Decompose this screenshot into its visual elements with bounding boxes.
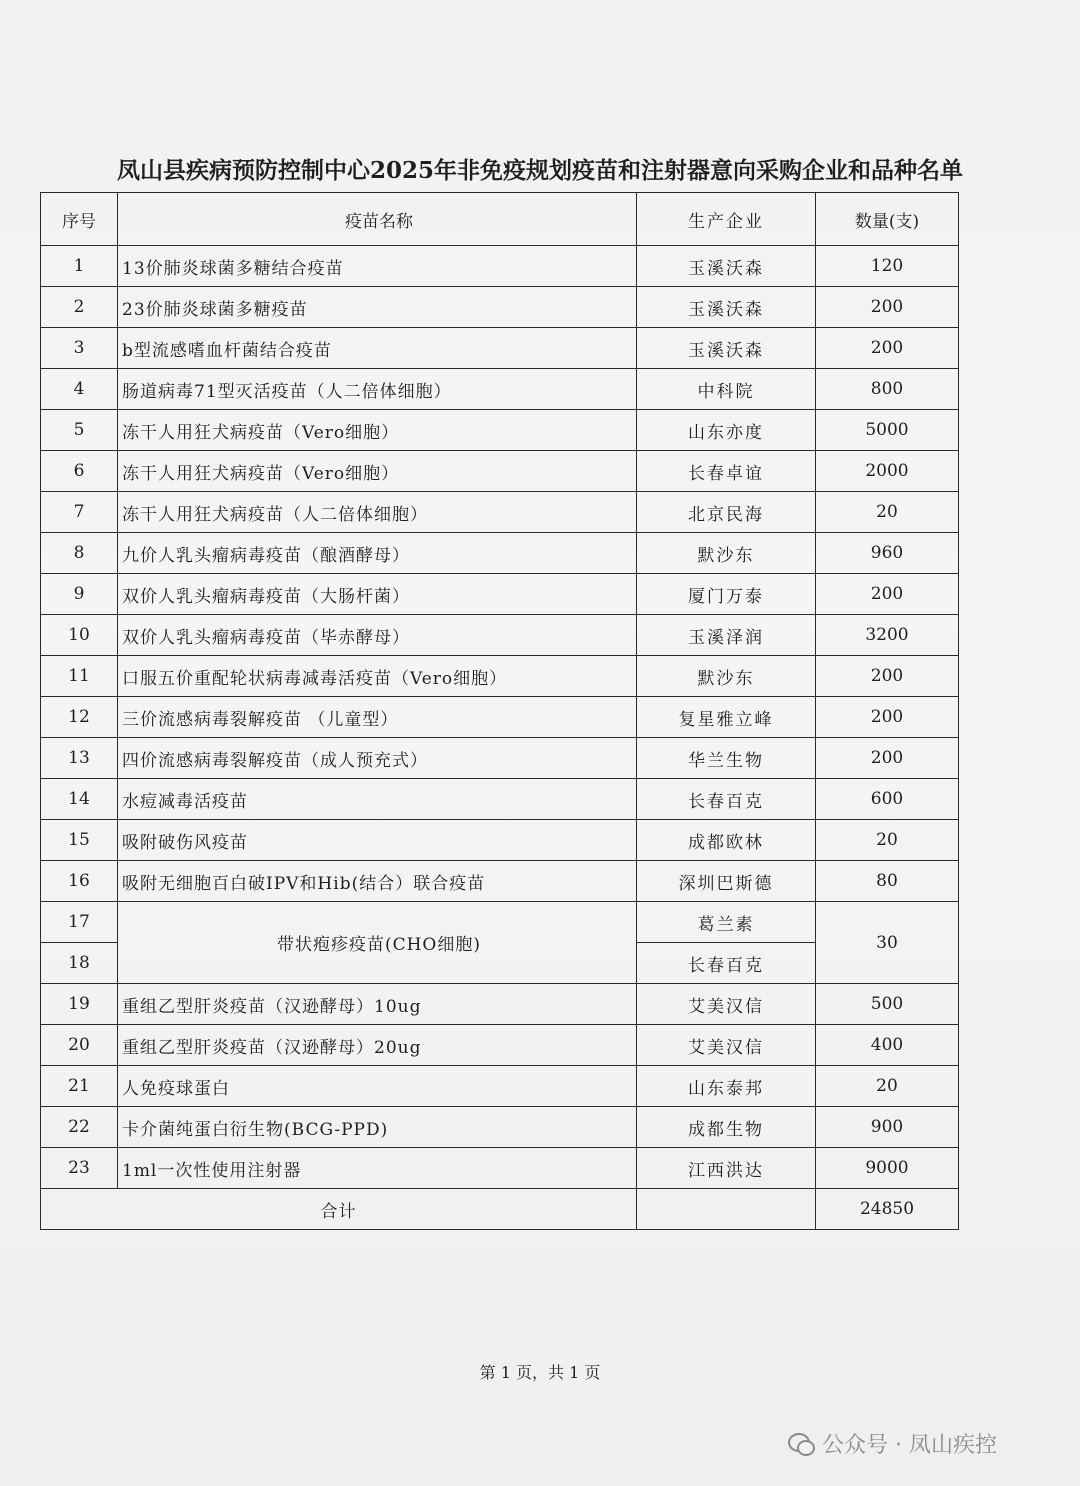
row-no: 22 [41,1107,118,1148]
header-qty: 数量(支) [816,193,959,246]
row-name: 双价人乳头瘤病毒疫苗（毕赤酵母） [118,615,637,656]
row-mfr: 长春百克 [637,779,816,820]
row-name: 23价肺炎球菌多糖疫苗 [118,287,637,328]
row-qty: 500 [816,984,959,1025]
row-no: 2 [41,287,118,328]
page-footer: 第 1 页，共 1 页 [479,1363,601,1382]
table-row [41,902,959,943]
table-body-main [41,246,959,902]
table-row [41,574,959,615]
row-name: 冻干人用狂犬病疫苗（Vero细胞） [118,451,637,492]
row-name: 冻干人用狂犬病疫苗（人二倍体细胞） [118,492,637,533]
watermark-text: 公众号 · 凤山疾控 [822,1433,997,1458]
table-body-merged [41,902,959,984]
row-qty: 200 [816,697,959,738]
row-no: 6 [41,451,118,492]
table-row [41,1148,959,1189]
row-name: 重组乙型肝炎疫苗（汉逊酵母）20ug [118,1025,637,1066]
total-label: 合计 [41,1189,637,1230]
row-name: 1ml一次性使用注射器 [118,1148,637,1189]
row-name: b型流感嗜血杆菌结合疫苗 [118,328,637,369]
row-qty: 400 [816,1025,959,1066]
total-qty: 24850 [816,1189,959,1230]
row-qty: 9000 [816,1148,959,1189]
header-mfr: 生产企业 [637,193,816,246]
row-qty: 900 [816,1107,959,1148]
row-mfr: 长春百克 [637,943,816,984]
row-mfr: 葛兰素 [637,902,816,943]
table-row [41,328,959,369]
row-qty: 200 [816,656,959,697]
row-no: 1 [41,246,118,287]
table-row [41,492,959,533]
table-body-tail [41,984,959,1189]
row-no: 5 [41,410,118,451]
row-no: 20 [41,1025,118,1066]
row-qty: 20 [816,492,959,533]
watermark [788,1428,997,1459]
row-mfr: 默沙东 [637,533,816,574]
row-qty: 200 [816,574,959,615]
row-no: 14 [41,779,118,820]
row-no: 11 [41,656,118,697]
row-qty: 600 [816,779,959,820]
row-name: 13价肺炎球菌多糖结合疫苗 [118,246,637,287]
row-no: 19 [41,984,118,1025]
row-no: 12 [41,697,118,738]
row-name: 吸附破伤风疫苗 [118,820,637,861]
table-row [41,984,959,1025]
table-row [41,533,959,574]
row-no: 7 [41,492,118,533]
row-qty: 800 [816,369,959,410]
row-mfr: 深圳巴斯德 [637,861,816,902]
table-row [41,1107,959,1148]
row-qty: 960 [816,533,959,574]
row-mfr: 默沙东 [637,656,816,697]
row-no: 9 [41,574,118,615]
row-name: 九价人乳头瘤病毒疫苗（酿酒酵母） [118,533,637,574]
table-row [41,697,959,738]
table-row [41,738,959,779]
row-mfr: 北京民海 [637,492,816,533]
table-row [41,369,959,410]
row-no: 23 [41,1148,118,1189]
row-mfr: 玉溪沃森 [637,328,816,369]
table-row [41,779,959,820]
row-no: 13 [41,738,118,779]
row-mfr: 江西洪达 [637,1148,816,1189]
row-mfr: 玉溪沃森 [637,287,816,328]
row-qty: 200 [816,328,959,369]
row-qty: 5000 [816,410,959,451]
row-no: 21 [41,1066,118,1107]
row-qty: 200 [816,287,959,328]
row-qty: 80 [816,861,959,902]
row-no: 17 [41,902,118,943]
row-qty: 20 [816,820,959,861]
row-name: 水痘减毒活疫苗 [118,779,637,820]
row-name: 卡介菌纯蛋白衍生物(BCG-PPD) [118,1107,637,1148]
row-qty: 3200 [816,615,959,656]
table-body-total [41,1189,959,1230]
table-row [41,861,959,902]
row-no: 15 [41,820,118,861]
table-row [41,820,959,861]
row-mfr: 艾美汉信 [637,984,816,1025]
row-mfr: 华兰生物 [637,738,816,779]
row-mfr: 艾美汉信 [637,1025,816,1066]
row-no: 3 [41,328,118,369]
header-name: 疫苗名称 [118,193,637,246]
document-title: 凤山县疾病预防控制中心2025年非免疫规划疫苗和注射器意向采购企业和品种名单 [116,157,963,184]
row-name: 人免疫球蛋白 [118,1066,637,1107]
row-mfr: 复星雅立峰 [637,697,816,738]
row-mfr: 成都生物 [637,1107,816,1148]
total-row [41,1189,959,1230]
row-name: 四价流感病毒裂解疫苗（成人预充式） [118,738,637,779]
table-row [41,451,959,492]
row-mfr: 长春卓谊 [637,451,816,492]
table-row [41,615,959,656]
row-name: 肠道病毒71型灭活疫苗（人二倍体细胞） [118,369,637,410]
table-row [41,1066,959,1107]
row-name: 重组乙型肝炎疫苗（汉逊酵母）10ug [118,984,637,1025]
table-row [41,287,959,328]
row-mfr: 山东亦度 [637,410,816,451]
row-mfr: 厦门万泰 [637,574,816,615]
row-no: 16 [41,861,118,902]
row-qty: 2000 [816,451,959,492]
row-qty: 30 [816,902,959,984]
row-name: 吸附无细胞百白破IPV和Hib(结合）联合疫苗 [118,861,637,902]
row-name: 带状疱疹疫苗(CHO细胞) [118,902,637,984]
row-mfr: 玉溪沃森 [637,246,816,287]
row-mfr: 中科院 [637,369,816,410]
table-row [41,246,959,287]
header-no: 序号 [41,193,118,246]
row-mfr: 玉溪泽润 [637,615,816,656]
row-mfr: 成都欧林 [637,820,816,861]
row-name: 口服五价重配轮状病毒减毒活疫苗（Vero细胞） [118,656,637,697]
row-qty: 20 [816,1066,959,1107]
vaccine-table [40,192,959,1230]
row-no: 18 [41,943,118,984]
row-qty: 120 [816,246,959,287]
table-row [41,1025,959,1066]
row-name: 双价人乳头瘤病毒疫苗（大肠杆菌） [118,574,637,615]
row-no: 4 [41,369,118,410]
total-mfr-empty [637,1189,816,1230]
table-row [41,410,959,451]
row-name: 冻干人用狂犬病疫苗（Vero细胞） [118,410,637,451]
row-mfr: 山东泰邦 [637,1066,816,1107]
row-name: 三价流感病毒裂解疫苗 （儿童型） [118,697,637,738]
table-row [41,656,959,697]
table-header-row [41,193,959,246]
wechat-icon [788,1433,814,1455]
row-qty: 200 [816,738,959,779]
row-no: 8 [41,533,118,574]
row-no: 10 [41,615,118,656]
